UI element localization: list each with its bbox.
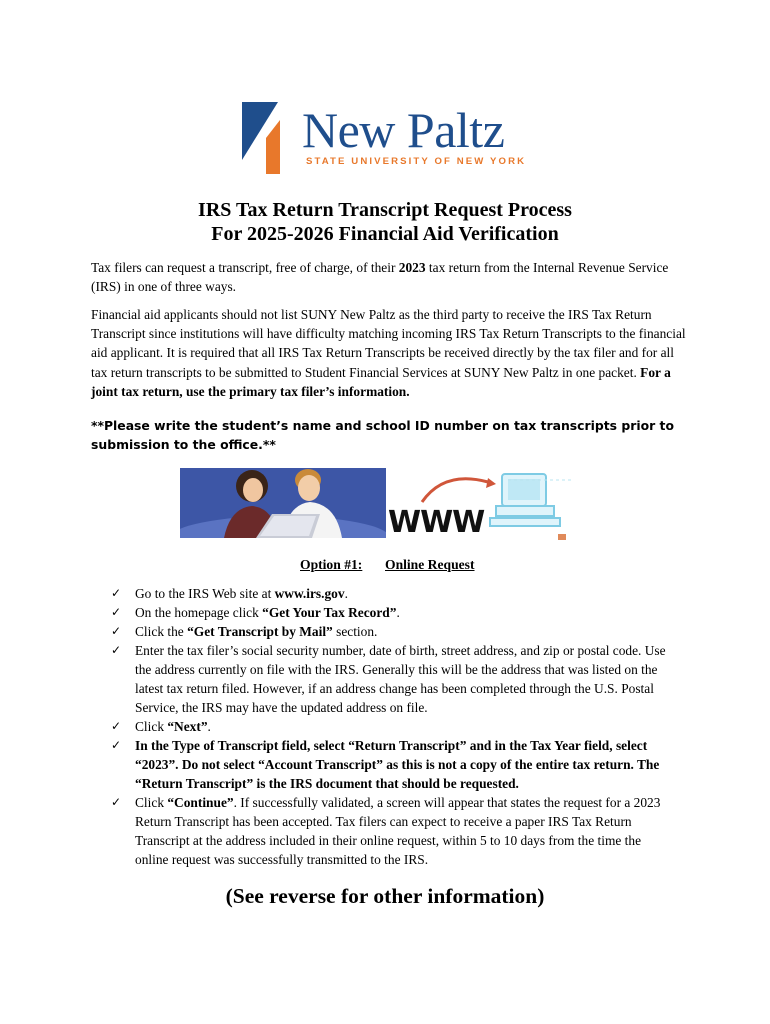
checkmark-icon: ✓	[111, 719, 122, 733]
step-item	[111, 641, 671, 717]
step-text: . If successfully validated, a screen will appear that states the request for a 2023 Return Transcript has been accepted. Tax filers can expect to receive a paper IRS Tax Return Transcript at the address included in their online request, within 5 to 10 days from the time the online request was successfully transmitted to the IRS.	[135, 795, 661, 867]
step-text: “Next”	[167, 719, 208, 734]
step-text: Click	[135, 719, 168, 734]
step-text: In the Type of Transcript field, select “Return Transcript” and in the Tax Year field, select “2023”. Do not select “Account Transcript” as this is not a copy of the entire tax return. The “Return Transcript” is the IRS document that should be requested.	[135, 738, 660, 791]
step-item	[111, 793, 671, 869]
step-text: section.	[332, 624, 378, 639]
people-at-laptop-icon	[180, 468, 386, 538]
checkmark-icon: ✓	[111, 795, 122, 809]
checkmark-icon: ✓	[111, 605, 122, 619]
step-item	[111, 736, 671, 793]
step-item	[111, 717, 671, 736]
intro-text-before: Tax filers can request a transcript, free of charge, of their	[91, 260, 399, 275]
step-item	[111, 603, 671, 622]
intro-bold-year: 2023	[398, 260, 426, 275]
step-text: Click the	[135, 624, 188, 639]
page-title-line1: IRS Tax Return Transcript Request Process	[198, 199, 572, 221]
step-text: “Get Transcript by Mail”	[187, 624, 333, 639]
logo-mark-icon	[236, 98, 302, 178]
step-text: On the homepage click	[135, 605, 263, 620]
step-text: .	[207, 719, 211, 734]
step-item	[111, 622, 671, 641]
www-text: WWW	[388, 505, 485, 540]
checkmark-icon: ✓	[111, 643, 122, 657]
intro-text-after: tax return from the Internal Revenue Service (IRS) in one of three ways.	[91, 260, 669, 295]
checkmark-icon: ✓	[111, 586, 122, 600]
see-reverse-note: (See reverse for other information)	[225, 884, 545, 908]
joint-return-note: For a joint tax return, use the primary tax filer’s information.	[91, 364, 671, 399]
page-title-line2: For 2025-2026 Financial Aid Verification	[211, 223, 559, 245]
step-text: “Get Your Tax Record”	[262, 605, 397, 620]
computer-www-icon	[384, 470, 576, 542]
step-item	[111, 584, 671, 603]
steps-checklist	[111, 584, 671, 869]
logo-subtitle: STATE UNIVERSITY OF NEW YORK	[306, 156, 527, 167]
student-name-note: **Please write the student’s name and school ID number on tax transcripts prior to submission to the office.**	[91, 418, 674, 452]
step-text: Enter the tax filer’s social security number, date of birth, street address, and zip or postal code. Use the address currently on file with the IRS. Generally this will be the address that was listed on the latest tax return filed. However, if an address change has been completed through the U.S. Postal Service, the IRS may have the updated address on file.	[135, 643, 666, 715]
intro-paragraph	[91, 258, 691, 296]
option-title: Online Request	[385, 557, 475, 572]
checkmark-icon: ✓	[111, 624, 122, 638]
instructions-text: Financial aid applicants should not list SUNY New Paltz as the third party to receive the IRS Tax Return Transcript since institutions will have difficulty matching incoming IRS Tax Return Transcripts to the financial aid applicant. It is required that all IRS Tax Return Transcripts be received directly by the tax filer and for all tax return transcripts to be submitted to Student Financial Services at SUNY New Paltz in one packet.	[91, 307, 686, 380]
step-text: “Continue”	[167, 795, 234, 810]
option-label: Option #1:	[300, 557, 363, 572]
step-text: .	[344, 586, 348, 601]
step-text: Go to the IRS Web site at	[135, 586, 275, 601]
logo-name: New Paltz	[302, 102, 505, 158]
step-text: www.irs.gov	[274, 586, 345, 601]
new-paltz-logo	[236, 98, 527, 178]
checkmark-icon: ✓	[111, 738, 122, 752]
instructions-paragraph	[91, 305, 691, 401]
step-text: Click	[135, 795, 168, 810]
step-text: .	[396, 605, 400, 620]
